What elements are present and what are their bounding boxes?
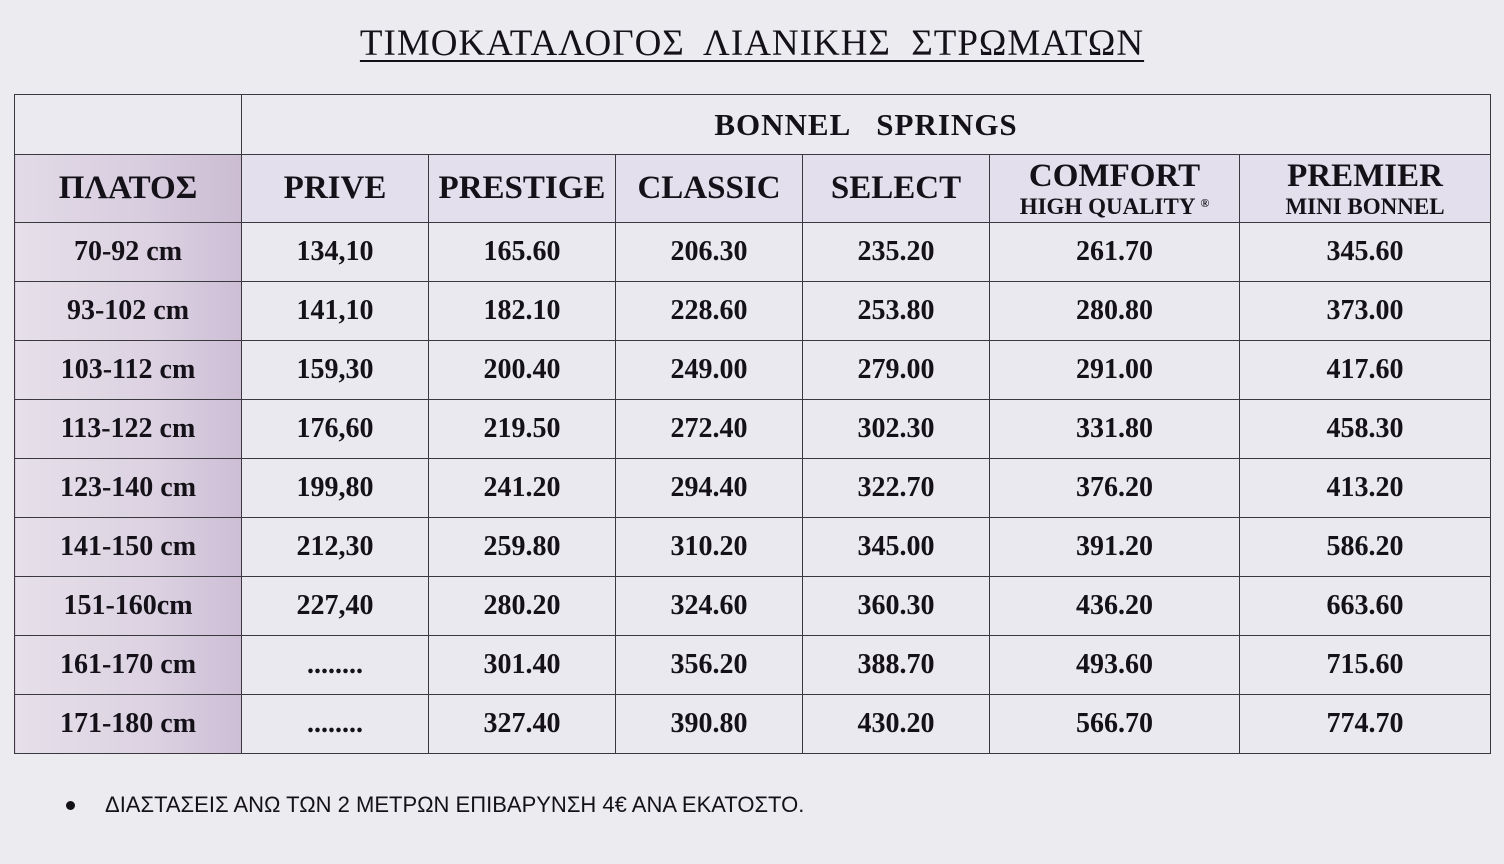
price-cell-prive: 227,40 <box>242 577 429 636</box>
price-cell-premier: 586.20 <box>1240 518 1491 577</box>
price-cell-prive: 134,10 <box>242 223 429 282</box>
column-header-comfort <box>990 155 1240 223</box>
price-cell-prive: ........ <box>242 695 429 754</box>
price-cell-classic: 206.30 <box>616 223 803 282</box>
price-cell-comfort: 436.20 <box>990 577 1240 636</box>
price-cell-premier: 774.70 <box>1240 695 1491 754</box>
table-row <box>15 341 1491 400</box>
width-cell: 93-102 cm <box>15 282 242 341</box>
table-row <box>15 695 1491 754</box>
table-row <box>15 282 1491 341</box>
price-cell-classic: 324.60 <box>616 577 803 636</box>
width-cell: 161-170 cm <box>15 636 242 695</box>
price-table <box>14 94 1491 754</box>
table-row <box>15 223 1491 282</box>
width-cell: 103-112 cm <box>15 341 242 400</box>
price-cell-classic: 356.20 <box>616 636 803 695</box>
column-header-premier-subtitle: MINI BONNEL <box>1285 193 1445 219</box>
price-cell-classic: 310.20 <box>616 518 803 577</box>
price-cell-prive: 159,30 <box>242 341 429 400</box>
table-row <box>15 459 1491 518</box>
comfort-subtitle-text: HIGH QUALITY <box>1019 193 1195 219</box>
price-cell-premier: 715.60 <box>1240 636 1491 695</box>
footnote-text: ΔΙΑΣΤΑΣΕΙΣ ΑΝΩ ΤΩΝ 2 ΜΕΤΡΩΝ ΕΠΙΒΑΡΥΝΣΗ 4€ ΑΝΑ ΕΚΑΤΟΣΤΟ. <box>105 792 805 817</box>
bullet-icon <box>66 801 75 810</box>
price-cell-premier: 458.30 <box>1240 400 1491 459</box>
corner-cell <box>15 95 242 155</box>
price-cell-prestige: 301.40 <box>429 636 616 695</box>
width-cell: 70-92 cm <box>15 223 242 282</box>
table-row <box>15 518 1491 577</box>
width-cell: 151-160cm <box>15 577 242 636</box>
registered-mark: ® <box>1200 195 1210 210</box>
column-header-premier <box>1240 155 1491 223</box>
page-title-text: ΤΙΜΟΚΑΤΑΛΟΓΟΣ ΛΙΑΝΙΚΗΣ ΣΤΡΩΜΑΤΩΝ <box>359 23 1145 64</box>
price-cell-prestige: 259.80 <box>429 518 616 577</box>
price-cell-select: 253.80 <box>803 282 990 341</box>
column-header-prestige: PRESTIGE <box>429 155 616 223</box>
price-cell-premier: 345.60 <box>1240 223 1491 282</box>
price-cell-select: 360.30 <box>803 577 990 636</box>
price-cell-select: 322.70 <box>803 459 990 518</box>
column-header-width: ΠΛΑΤΟΣ <box>15 155 242 223</box>
price-cell-premier: 373.00 <box>1240 282 1491 341</box>
price-cell-premier: 417.60 <box>1240 341 1491 400</box>
price-cell-comfort: 493.60 <box>990 636 1240 695</box>
column-header-select: SELECT <box>803 155 990 223</box>
footnote <box>66 792 804 818</box>
price-cell-select: 388.70 <box>803 636 990 695</box>
price-cell-prestige: 241.20 <box>429 459 616 518</box>
price-cell-comfort: 331.80 <box>990 400 1240 459</box>
group-label: BONNEL SPRINGS <box>242 95 1491 155</box>
price-cell-prestige: 219.50 <box>429 400 616 459</box>
price-cell-prive: 199,80 <box>242 459 429 518</box>
page-title <box>0 22 1504 65</box>
price-cell-premier: 663.60 <box>1240 577 1491 636</box>
width-cell: 113-122 cm <box>15 400 242 459</box>
price-cell-classic: 272.40 <box>616 400 803 459</box>
price-cell-prive: 176,60 <box>242 400 429 459</box>
price-cell-comfort: 291.00 <box>990 341 1240 400</box>
price-cell-comfort: 566.70 <box>990 695 1240 754</box>
price-cell-select: 345.00 <box>803 518 990 577</box>
column-header-classic: CLASSIC <box>616 155 803 223</box>
width-cell: 141-150 cm <box>15 518 242 577</box>
column-header-premier-title: PREMIER <box>1287 157 1443 194</box>
column-header-row <box>15 155 1491 223</box>
price-cell-prestige: 327.40 <box>429 695 616 754</box>
price-cell-comfort: 391.20 <box>990 518 1240 577</box>
price-table-body <box>15 223 1491 754</box>
price-cell-select: 279.00 <box>803 341 990 400</box>
price-cell-classic: 390.80 <box>616 695 803 754</box>
price-cell-prive: 212,30 <box>242 518 429 577</box>
price-cell-prive: 141,10 <box>242 282 429 341</box>
price-cell-select: 235.20 <box>803 223 990 282</box>
price-cell-classic: 249.00 <box>616 341 803 400</box>
price-cell-prestige: 165.60 <box>429 223 616 282</box>
price-cell-comfort: 280.80 <box>990 282 1240 341</box>
price-cell-prive: ........ <box>242 636 429 695</box>
column-header-comfort-title: COMFORT <box>1028 157 1201 194</box>
price-cell-prestige: 280.20 <box>429 577 616 636</box>
price-cell-prestige: 182.10 <box>429 282 616 341</box>
price-cell-comfort: 261.70 <box>990 223 1240 282</box>
width-cell: 171-180 cm <box>15 695 242 754</box>
column-header-prive: PRIVE <box>242 155 429 223</box>
table-row <box>15 636 1491 695</box>
table-row <box>15 400 1491 459</box>
price-cell-classic: 294.40 <box>616 459 803 518</box>
group-header-row <box>15 95 1491 155</box>
price-cell-comfort: 376.20 <box>990 459 1240 518</box>
price-cell-select: 430.20 <box>803 695 990 754</box>
table-row <box>15 577 1491 636</box>
price-cell-select: 302.30 <box>803 400 990 459</box>
width-cell: 123-140 cm <box>15 459 242 518</box>
column-header-comfort-subtitle <box>990 195 1239 218</box>
price-cell-classic: 228.60 <box>616 282 803 341</box>
price-cell-premier: 413.20 <box>1240 459 1491 518</box>
price-cell-prestige: 200.40 <box>429 341 616 400</box>
